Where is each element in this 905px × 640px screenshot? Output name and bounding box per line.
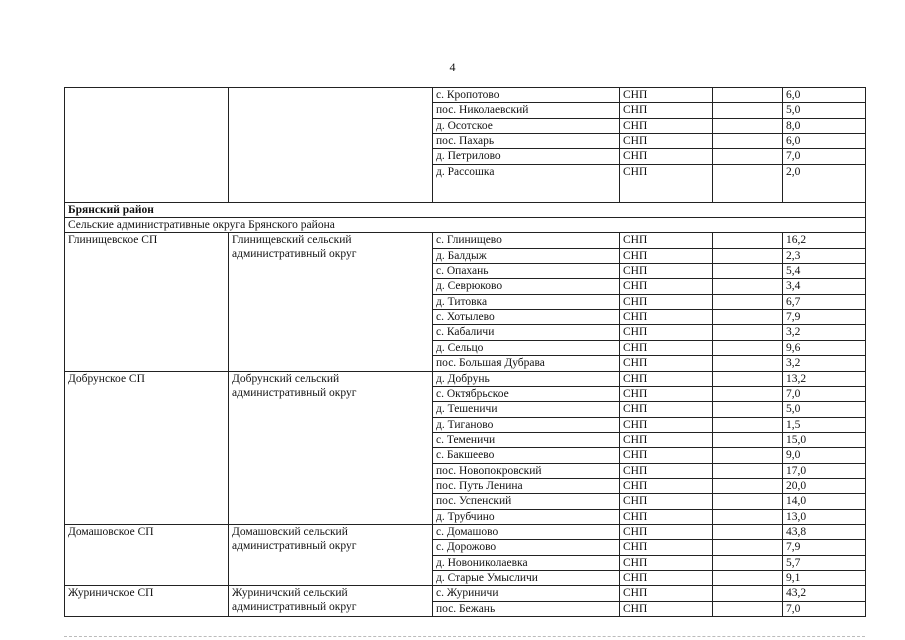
locality-cell: д. Балдыж [433,248,620,263]
okrug-cell [229,88,433,203]
status-cell: СНП [620,570,713,585]
empty-cell [713,88,783,103]
locality-cell: д. Добрунь [433,371,620,386]
value-cell: 7,0 [783,149,866,164]
locality-cell: д. Севрюково [433,279,620,294]
locality-cell: с. Теменичи [433,432,620,447]
value-cell: 3,2 [783,356,866,371]
locality-cell: д. Рассошка [433,164,620,202]
empty-cell [713,570,783,585]
locality-cell: д. Тешеничи [433,402,620,417]
status-cell: СНП [620,448,713,463]
empty-cell [713,164,783,202]
status-cell: СНП [620,310,713,325]
empty-cell [713,279,783,294]
district-heading: Брянский район [65,202,866,217]
empty-cell [713,432,783,447]
status-cell: СНП [620,340,713,355]
table-row [65,88,866,103]
table-row [65,524,866,539]
value-cell: 5,4 [783,264,866,279]
empty-cell [713,233,783,248]
status-cell: СНП [620,134,713,149]
value-cell: 20,0 [783,478,866,493]
value-cell: 13,2 [783,371,866,386]
locality-cell: с. Октябрьское [433,386,620,401]
settlements-table-body [65,88,866,617]
empty-cell [713,478,783,493]
sp-name-cell: Глинищевское СП [65,233,229,371]
status-cell: СНП [620,294,713,309]
locality-cell: с. Хотылево [433,310,620,325]
empty-cell [713,386,783,401]
value-cell: 6,7 [783,294,866,309]
empty-cell [713,402,783,417]
status-cell: СНП [620,279,713,294]
status-cell: СНП [620,118,713,133]
value-cell: 43,8 [783,524,866,539]
page-bottom-edge [64,636,865,638]
value-cell: 6,0 [783,134,866,149]
locality-cell: пос. Большая Дубрава [433,356,620,371]
okrug-name-cell: Добрунский сельский административный округ [229,371,433,524]
locality-cell: с. Бакшеево [433,448,620,463]
okrug-name-cell: Домашовский сельский административный округ [229,524,433,585]
value-cell: 15,0 [783,432,866,447]
empty-cell [713,371,783,386]
table-row [65,371,866,386]
value-cell: 13,0 [783,509,866,524]
value-cell: 3,4 [783,279,866,294]
locality-cell: д. Сельцо [433,340,620,355]
empty-cell [713,356,783,371]
district-row [65,202,866,217]
status-cell: СНП [620,103,713,118]
value-cell: 5,0 [783,103,866,118]
status-cell: СНП [620,149,713,164]
value-cell: 17,0 [783,463,866,478]
empty-cell [713,149,783,164]
locality-cell: с. Журиничи [433,586,620,601]
status-cell: СНП [620,586,713,601]
value-cell: 2,0 [783,164,866,202]
status-cell: СНП [620,371,713,386]
value-cell: 9,6 [783,340,866,355]
empty-cell [713,103,783,118]
value-cell: 14,0 [783,494,866,509]
status-cell: СНП [620,164,713,202]
locality-cell: пос. Пахарь [433,134,620,149]
subheading: Сельские административные округа Брянского района [65,218,866,233]
table-row [65,233,866,248]
status-cell: СНП [620,478,713,493]
value-cell: 2,3 [783,248,866,263]
empty-cell [713,294,783,309]
status-cell: СНП [620,509,713,524]
value-cell: 16,2 [783,233,866,248]
status-cell: СНП [620,432,713,447]
okrug-name-cell: Глинищевский сельский административный округ [229,233,433,371]
value-cell: 5,0 [783,402,866,417]
value-cell: 6,0 [783,88,866,103]
status-cell: СНП [620,524,713,539]
status-cell: СНП [620,402,713,417]
locality-cell: пос. Бежань [433,601,620,616]
empty-cell [713,509,783,524]
empty-cell [713,248,783,263]
empty-cell [713,134,783,149]
empty-cell [713,586,783,601]
value-cell: 7,9 [783,310,866,325]
empty-cell [713,264,783,279]
status-cell: СНП [620,417,713,432]
sp-name-cell: Добрунское СП [65,371,229,524]
locality-cell: пос. Успенский [433,494,620,509]
status-cell: СНП [620,356,713,371]
empty-cell [713,340,783,355]
status-cell: СНП [620,264,713,279]
empty-cell [713,540,783,555]
value-cell: 7,0 [783,386,866,401]
empty-cell [713,325,783,340]
locality-cell: д. Осотское [433,118,620,133]
empty-cell [713,118,783,133]
sp-cell [65,88,229,203]
locality-cell: пос. Николаевский [433,103,620,118]
table-row [65,586,866,601]
empty-cell [713,463,783,478]
locality-cell: д. Трубчино [433,509,620,524]
locality-cell: с. Домашово [433,524,620,539]
locality-cell: с. Кабаличи [433,325,620,340]
empty-cell [713,448,783,463]
locality-cell: д. Титовка [433,294,620,309]
empty-cell [713,601,783,616]
locality-cell: д. Старые Умысличи [433,570,620,585]
status-cell: СНП [620,555,713,570]
empty-cell [713,417,783,432]
locality-cell: д. Новониколаевка [433,555,620,570]
page-number: 4 [449,60,456,74]
status-cell: СНП [620,386,713,401]
okrug-name-cell: Журиничский сельский административный округ [229,586,433,617]
locality-cell: с. Опахань [433,264,620,279]
value-cell: 7,0 [783,601,866,616]
value-cell: 5,7 [783,555,866,570]
status-cell: СНП [620,88,713,103]
status-cell: СНП [620,248,713,263]
locality-cell: д. Петрилово [433,149,620,164]
status-cell: СНП [620,325,713,340]
empty-cell [713,310,783,325]
sp-name-cell: Журиничское СП [65,586,229,617]
value-cell: 7,9 [783,540,866,555]
value-cell: 9,0 [783,448,866,463]
locality-cell: с. Глинищево [433,233,620,248]
sp-name-cell: Домашовское СП [65,524,229,585]
status-cell: СНП [620,463,713,478]
subheading-row [65,218,866,233]
status-cell: СНП [620,540,713,555]
value-cell: 43,2 [783,586,866,601]
status-cell: СНП [620,601,713,616]
empty-cell [713,494,783,509]
settlements-table [64,87,866,617]
empty-cell [713,524,783,539]
status-cell: СНП [620,494,713,509]
status-cell: СНП [620,233,713,248]
value-cell: 3,2 [783,325,866,340]
locality-cell: пос. Путь Ленина [433,478,620,493]
empty-cell [713,555,783,570]
locality-cell: пос. Новопокровский [433,463,620,478]
value-cell: 1,5 [783,417,866,432]
locality-cell: с. Кропотово [433,88,620,103]
value-cell: 8,0 [783,118,866,133]
locality-cell: с. Дорожово [433,540,620,555]
value-cell: 9,1 [783,570,866,585]
locality-cell: д. Тиганово [433,417,620,432]
